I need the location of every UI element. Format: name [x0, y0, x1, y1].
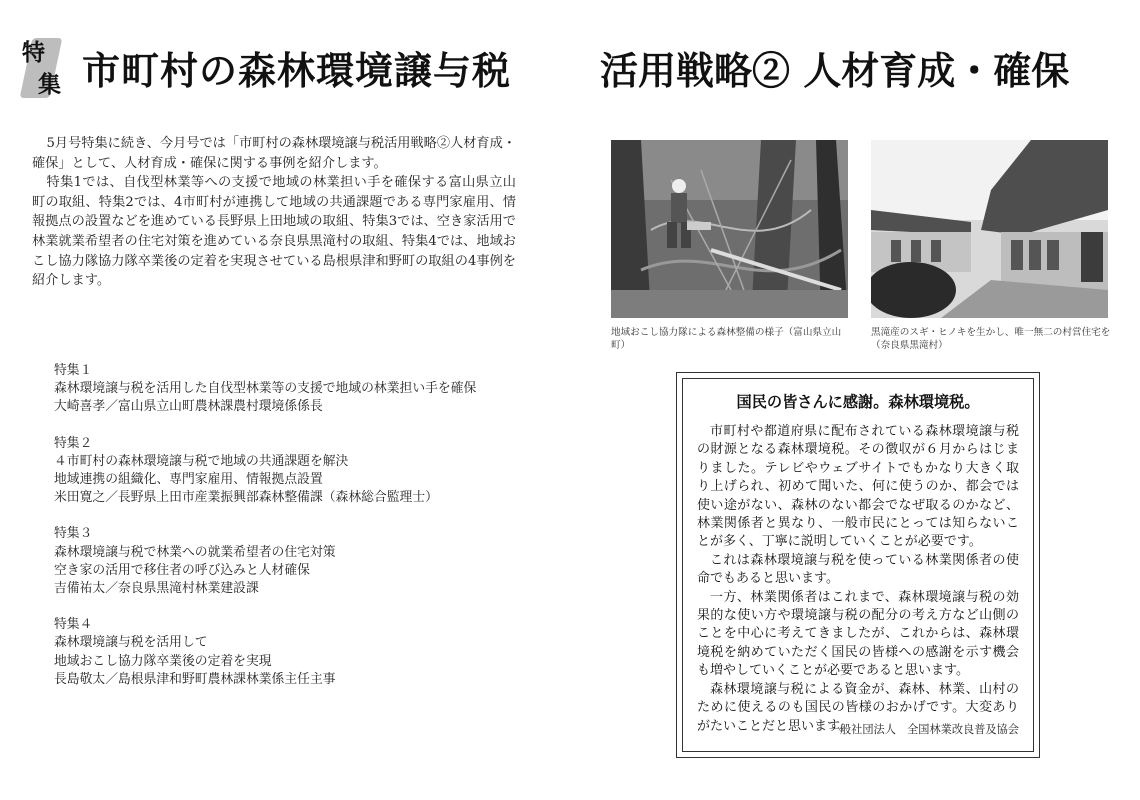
feature-line: 森林環境譲与税を活用して: [54, 635, 208, 651]
message-body: [697, 423, 1019, 736]
badge-char-bottom: 集: [38, 72, 61, 98]
page-title: 市町村の森林環境譲与税: [82, 48, 512, 93]
feature-line: 地域連携の組織化、専門家雇用、情報拠点設置: [54, 472, 323, 488]
feature-line: 森林環境譲与税を活用した自伐型林業等の支援で地域の林業担い手を確保: [54, 381, 477, 397]
feature-label: 特集１: [54, 363, 93, 378]
feature-author: 米田寛之／長野県上田市産業振興部森林整備課（森林総合監理士）: [54, 490, 438, 506]
message-paragraph: 一方、林業関係者はこれまで、森林環境譲与税の効果的な使い方や環境譲与税の配分の考え方など山側のことを中心に考えてきましたが、これからは、森林環境税を納めていただく国民の皆様への感謝を示す機会も増やしていくことが必要であると思います。: [697, 589, 1019, 679]
message-paragraph: 森林環境譲与税による資金が、森林、林業、山村のために使えるのも国民の皆様のおかげです。大変ありがたいことだと思います。: [697, 681, 1019, 734]
feature-item: [54, 435, 574, 508]
feature-label: 特集２: [54, 435, 93, 451]
feature-line: 森林環境譲与税で林業への就業希望者の住宅対策: [54, 544, 336, 560]
photo-caption-left: 地域おこし協力隊による森林整備の様子（富山県立山町）: [611, 327, 842, 351]
feature-author: 吉備祐太／奈良県黒滝村林業建設課: [54, 581, 259, 597]
message-signature: 一般社団法人 全国林業改良普及協会: [828, 723, 1019, 736]
feature-line: 空き家の活用で移住者の呼び込みと人材確保: [54, 562, 310, 578]
feature-author: 長島敬太／島根県津和野町農林課林業係主任主事: [54, 671, 336, 687]
feature-item: [54, 525, 574, 598]
photo-caption-right: 黒滝産のスギ・ヒノキを生かし、唯一無二の村営住宅を（奈良県黒滝村）: [871, 327, 1111, 351]
message-box-frame: [682, 378, 1034, 752]
feature-label: 特集４: [54, 617, 93, 633]
village-house-photo: [871, 140, 1108, 318]
feature-item: [54, 362, 574, 417]
page-subtitle: 活用戦略② 人材育成・確保: [600, 48, 1070, 93]
feature-item: [54, 616, 574, 689]
badge-char-top: 特: [22, 40, 45, 66]
feature-label: 特集３: [54, 526, 93, 542]
intro-paragraph: 特集1では、自伐型林業等への支援で地域の林業担い手を確保する富山県立山町の取組、特集2では、4市町村が連携して地域の共通課題である専門家雇用、情報拠点の設置などを進めている長野県上田地域の取組、特集3では、空き家活用で林業就業希望者の住宅対策を進めている奈良県黒滝村の取組、特集4では、地域おこし協力隊協力隊卒業後の定着を実現させている島根県津和野町の取組の4事例を紹介します。: [32, 175, 516, 289]
feature-line: ４市町村の森林環境譲与税で地域の共通課題を解決: [54, 453, 349, 469]
message-box: [676, 372, 1040, 758]
feature-list: [54, 362, 574, 707]
forest-work-photo: [611, 140, 848, 318]
feature-line: 地域おこし協力隊卒業後の定着を実現: [54, 653, 272, 669]
message-heading: 国民の皆さんに感謝。森林環境税。: [736, 393, 980, 411]
intro-paragraph: 5月号特集に続き、今月号では「市町村の森林環境譲与税活用戦略②人材育成・確保」として、人材育成・確保に関する事例を紹介します。: [32, 136, 516, 171]
message-paragraph: これは森林環境譲与税を使っている林業関係者の使命でもあると思います。: [697, 552, 1019, 587]
intro-text: [32, 134, 516, 291]
feature-badge: [20, 36, 66, 102]
feature-author: 大崎喜孝／富山県立山町農林課農村環境係係長: [54, 399, 323, 415]
message-paragraph: 市町村や都道府県に配布されている森林環境譲与税の財源となる森林環境税。その徴収が６月からはじまりました。テレビやウェブサイトでもかなり大きく取り上げられ、初めて聞いた、何に使うのか、都会では使い途がない、森林のない都会でなぜ取るのかなど、林業関係者と異なり、一般市民にとっては知らないことが多く、丁寧に説明していくことが必要です。: [697, 424, 1019, 550]
